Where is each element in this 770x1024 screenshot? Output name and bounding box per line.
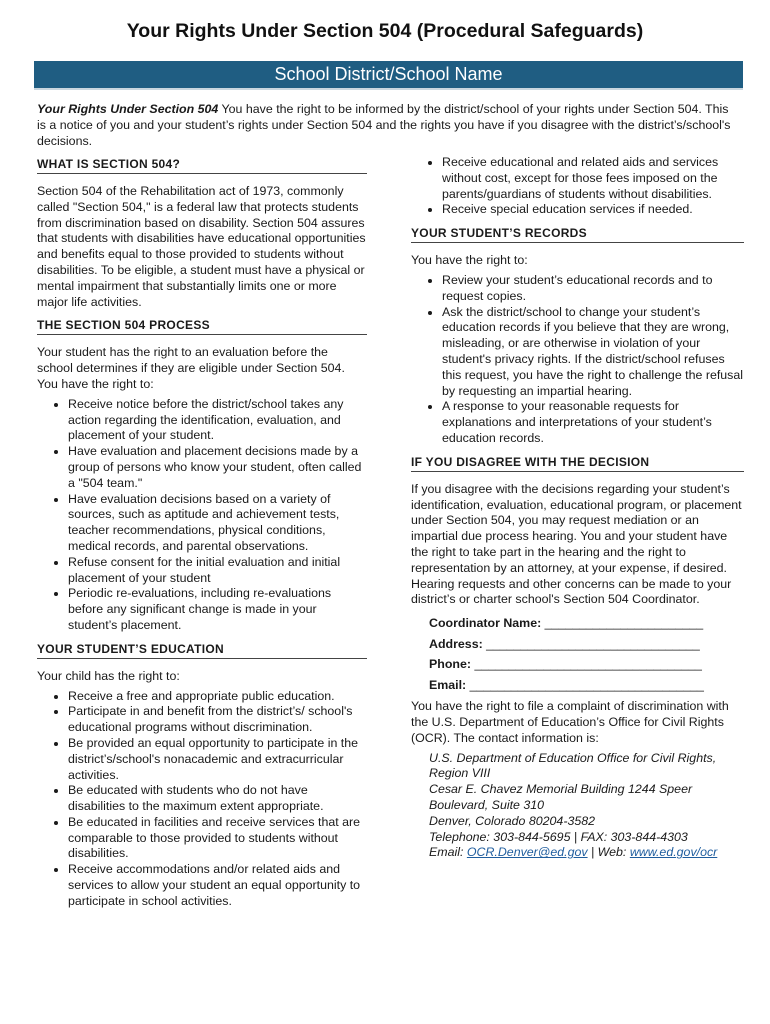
email-label: Email: (429, 677, 467, 692)
section-heading-disagree: IF YOU DISAGREE WITH THE DECISION (411, 455, 744, 472)
ocr-email-prefix: Email: (429, 845, 467, 860)
list-item: • Have evaluation and placement decisions made by a group of persons who know your student, often called a "504 team." (68, 444, 367, 491)
section-heading-what-is-504: WHAT IS SECTION 504? (37, 157, 367, 174)
ocr-address-line: U.S. Department of Education Office for Civil Rights, Region VIII (429, 750, 717, 781)
list-item: • Receive notice before the district/school takes any action regarding the identification, evaluation, and placement of your student. (68, 397, 367, 444)
list-item: • Be educated in facilities and receive services that are comparable to those provided to students without disabilities. (68, 815, 367, 862)
ocr-address-line: Cesar E. Chavez Memorial Building 1244 Speer Boulevard, Suite 310 (429, 782, 693, 812)
address-blank: _______________________________ (482, 636, 700, 651)
list-item: • Be provided an equal opportunity to participate in the district’s/school's nonacademic and extracurricular activities. (68, 736, 367, 783)
list-item: • Ask the district/school to change your student’s education records if you believe that they are wrong, misleading, or are otherwise in violation of your student's privacy rights. If the district/school refuses this request, you have the right to challenge the refusal by requesting an impartial hearing. (442, 305, 744, 400)
coordinator-name-blank: _______________________ (541, 616, 704, 631)
list-item: • Participate in and benefit from the district’s/ school's educational programs without discrimination. (68, 704, 367, 736)
intro-bold-lead: Your Rights Under Section 504 (37, 102, 219, 116)
phone-field (429, 657, 744, 673)
address-field (429, 637, 744, 653)
ocr-web-link[interactable]: www.ed.gov/ocr (629, 845, 718, 860)
list-item: • Be educated with students who do not have disabilities to the maximum extent appropriate. (68, 783, 367, 815)
records-intro-text: You have the right to: (411, 253, 528, 268)
section-heading-education: YOUR STUDENT’S EDUCATION (37, 642, 367, 659)
email-blank: __________________________________ (466, 677, 704, 692)
list-item: • Periodic re-evaluations, including re-evaluations before any significant change is made in your student’s placement. (68, 586, 367, 633)
intro-text: You have the right to be informed by the district/school of your rights under Section 504. This is a notice of you and your student’s rights under Section 504 and the rights you have if you disagree with the district’s/school's decisions. (37, 102, 731, 148)
right-column (411, 155, 744, 861)
page-title: Your Rights Under Section 504 (Procedural Safeguards) (126, 20, 644, 42)
ocr-address-line: Denver, Colorado 80204-3582 (429, 813, 596, 828)
list-item: • Refuse consent for the initial evaluation and initial placement of your student (68, 555, 367, 587)
list-item: • Review your student’s educational records and to request copies. (442, 273, 744, 305)
school-name-banner: School District/School Name (34, 61, 743, 90)
list-item: • Have evaluation decisions based on a variety of sources, such as aptitude and achievement tests, teacher recommendations, physical conditions, medical records, and parental observations. (68, 492, 367, 555)
education-list-continued (411, 155, 744, 218)
intro-paragraph (37, 101, 737, 149)
education-list (37, 689, 367, 910)
ocr-address-block (429, 751, 744, 862)
left-column (37, 157, 367, 918)
section-heading-process: THE SECTION 504 PROCESS (37, 318, 367, 335)
phone-blank: _________________________________ (471, 657, 702, 672)
what-is-504-text: Section 504 of the Rehabilitation act of 1973, commonly called "Section 504," is a federal law that protects students from discrimination based on disability. Section 504 assures that students with disabilities have educational opportunities and benefits equal to those provided to students without disabilities. To be eligible, a student must have a physical or mental impairment that substantially limits one or more major life activities. (37, 184, 366, 309)
coordinator-name-field (429, 616, 744, 632)
list-item: • Receive educational and related aids and services without cost, except for those fees imposed on the parents/guardians of students without disabilities. (442, 155, 744, 202)
address-label: Address: (429, 636, 483, 651)
list-item: • Receive special education services if needed. (442, 202, 744, 218)
coordinator-name-label: Coordinator Name: (429, 616, 542, 631)
ocr-complaint-text: You have the right to file a complaint of discrimination with the U.S. Department of Education’s Office for Civil Rights (OCR). The contact information is: (411, 699, 729, 745)
ocr-email-link[interactable]: OCR.Denver@ed.gov (466, 845, 588, 860)
ocr-web-prefix: | Web: (587, 845, 630, 860)
list-item: • A response to your reasonable requests for explanations and interpretations of your student’s education records. (442, 399, 744, 446)
education-intro-text: Your child has the right to: (37, 668, 180, 683)
list-item: • Receive a free and appropriate public education. (68, 689, 367, 705)
ocr-phone-fax-line: Telephone: 303-844-5695 | FAX: 303-844-4303 (429, 829, 688, 844)
process-intro-text: Your student has the right to an evaluation before the school determines if they are eligible under Section 504. You have the right to: (37, 345, 345, 391)
phone-label: Phone: (429, 657, 471, 672)
ocr-email-web-line (429, 845, 744, 861)
records-list (411, 273, 744, 447)
section-heading-records: YOUR STUDENT’S RECORDS (411, 226, 744, 243)
process-list (37, 397, 367, 634)
disagree-text: If you disagree with the decisions regarding your student’s identification, evaluation, educational program, or placement under Section 504, you may request mediation or an impartial due process hearing. You and your student have the right to take part in the hearing and the right to representation by an attorney, at your expense, if desired. Hearing requests and other concerns can be made to your district’s or charter school's Section 504 Coordinator. (411, 481, 742, 607)
email-field (429, 678, 744, 694)
list-item: • Receive accommodations and/or related aids and services to allow your student an equal opportunity to participate in school activities. (68, 862, 367, 909)
